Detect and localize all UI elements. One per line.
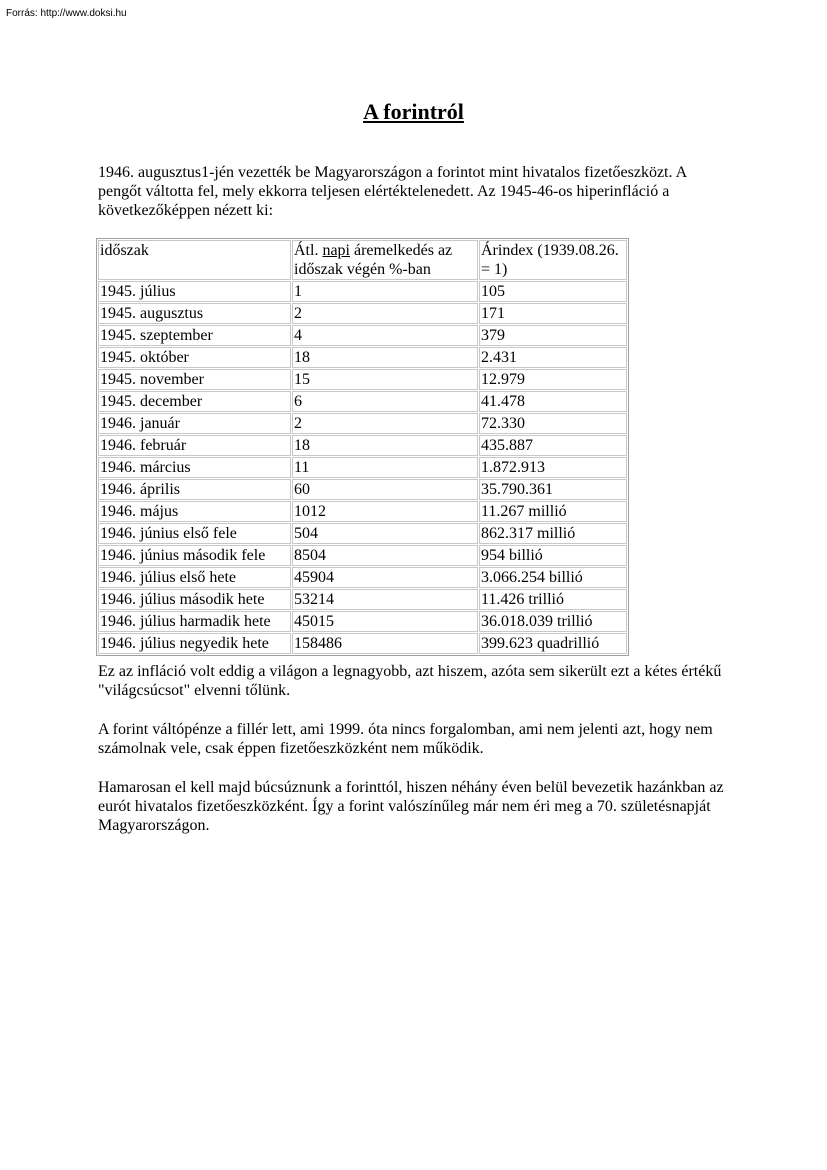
cell-period: 1946. július harmadik hete: [98, 611, 291, 632]
cell-daily-rise: 4: [292, 325, 478, 346]
table-row: [98, 545, 627, 566]
paragraph-euro: Hamarosan el kell majd búcsúznunk a forinttól, hiszen néhány éven belül bevezetik hazánkban az eurót hivatalos fizetőeszközként. Így a forint valószínűleg már nem éri meg a 70. születésnapját Magyarországon.: [98, 779, 724, 834]
cell-price-index: 35.790.361: [479, 479, 627, 500]
header-rise-suffix: áremelkedés az időszak végén %-ban: [294, 242, 453, 278]
table-row: [98, 501, 627, 522]
table-row: [98, 281, 627, 302]
cell-period: 1946. március: [98, 457, 291, 478]
cell-period: 1945. október: [98, 347, 291, 368]
header-period: időszak: [98, 240, 291, 280]
cell-daily-rise: 1: [292, 281, 478, 302]
cell-price-index: 2.431: [479, 347, 627, 368]
header-daily-price-rise: [292, 240, 478, 280]
table-row: [98, 413, 627, 434]
cell-price-index: 171: [479, 303, 627, 324]
cell-price-index: 399.623 quadrillió: [479, 633, 627, 654]
intro-paragraph: 1946. augusztus1-jén vezették be Magyarországon a forintot mint hivatalos fizetőeszközt. A pengőt váltotta fel, mely ekkorra teljesen elértéktelenedett. Az 1945-46-os hiperinfláció a következőképpen nézett ki:: [98, 164, 687, 219]
hyperinflation-table: [96, 238, 629, 656]
cell-period: 1945. július: [98, 281, 291, 302]
table-row: [98, 347, 627, 368]
cell-price-index: 36.018.039 trillió: [479, 611, 627, 632]
cell-price-index: 11.267 millió: [479, 501, 627, 522]
table-row: [98, 523, 627, 544]
table-row: [98, 435, 627, 456]
table-row: [98, 457, 627, 478]
cell-daily-rise: 18: [292, 435, 478, 456]
table-row: [98, 303, 627, 324]
cell-price-index: 435.887: [479, 435, 627, 456]
table-row: [98, 633, 627, 654]
cell-daily-rise: 8504: [292, 545, 478, 566]
cell-price-index: 41.478: [479, 391, 627, 412]
cell-period: 1945. december: [98, 391, 291, 412]
cell-period: 1946. február: [98, 435, 291, 456]
cell-price-index: 954 billió: [479, 545, 627, 566]
cell-daily-rise: 11: [292, 457, 478, 478]
cell-price-index: 11.426 trillió: [479, 589, 627, 610]
cell-daily-rise: 1012: [292, 501, 478, 522]
cell-daily-rise: 53214: [292, 589, 478, 610]
cell-period: 1945. november: [98, 369, 291, 390]
cell-daily-rise: 158486: [292, 633, 478, 654]
cell-daily-rise: 504: [292, 523, 478, 544]
cell-daily-rise: 2: [292, 303, 478, 324]
cell-period: 1946. június első fele: [98, 523, 291, 544]
cell-price-index: 105: [479, 281, 627, 302]
cell-price-index: 72.330: [479, 413, 627, 434]
cell-price-index: 12.979: [479, 369, 627, 390]
cell-period: 1946. április: [98, 479, 291, 500]
cell-price-index: 1.872.913: [479, 457, 627, 478]
table-body: [98, 240, 627, 654]
cell-period: 1946. május: [98, 501, 291, 522]
cell-period: 1946. július első hete: [98, 567, 291, 588]
cell-period: 1945. szeptember: [98, 325, 291, 346]
table-row: [98, 611, 627, 632]
cell-period: 1946. július negyedik hete: [98, 633, 291, 654]
table-header-row: [98, 240, 627, 280]
cell-period: 1946. július második hete: [98, 589, 291, 610]
table-row: [98, 369, 627, 390]
table-row: [98, 479, 627, 500]
table-row: [98, 567, 627, 588]
cell-price-index: 862.317 millió: [479, 523, 627, 544]
table-row: [98, 325, 627, 346]
cell-daily-rise: 45904: [292, 567, 478, 588]
cell-price-index: 379: [479, 325, 627, 346]
cell-daily-rise: 45015: [292, 611, 478, 632]
cell-period: 1946. január: [98, 413, 291, 434]
header-rise-prefix: Átl.: [294, 242, 323, 259]
cell-daily-rise: 60: [292, 479, 478, 500]
cell-price-index: 3.066.254 billió: [479, 567, 627, 588]
table-row: [98, 589, 627, 610]
cell-daily-rise: 18: [292, 347, 478, 368]
cell-period: 1946. június második fele: [98, 545, 291, 566]
page-title: A forintról: [363, 99, 464, 124]
paragraph-filler: A forint váltópénze a fillér lett, ami 1999. óta nincs forgalomban, ami nem jelenti azt, hogy nem számolnak vele, csak éppen fizetőeszközként nem működik.: [98, 721, 713, 757]
paragraph-inflation-record: Ez az infláció volt eddig a világon a legnagyobb, azt hiszem, azóta sem sikerült ezt a kétes értékű "világcsúcsot" elvenni tőlünk.: [98, 663, 722, 699]
cell-daily-rise: 2: [292, 413, 478, 434]
table-row: [98, 391, 627, 412]
cell-daily-rise: 6: [292, 391, 478, 412]
source-label: Forrás: http://www.doksi.hu: [6, 8, 127, 19]
cell-daily-rise: 15: [292, 369, 478, 390]
header-price-index: Árindex (1939.08.26. = 1): [479, 240, 627, 280]
header-rise-underlined: napi: [322, 242, 350, 259]
cell-period: 1945. augusztus: [98, 303, 291, 324]
